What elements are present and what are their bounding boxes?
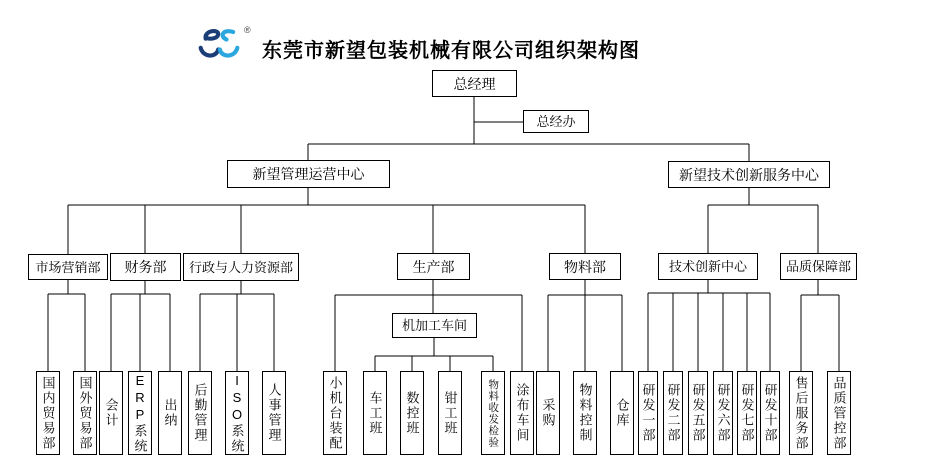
node-erp-system: ERP系统	[128, 371, 152, 455]
logo-wave-bottom-right	[220, 48, 238, 56]
node-marketing-dept: 市场营销部	[28, 254, 108, 280]
node-tech-innovation-service-center: 新望技术创新服务中心	[668, 161, 830, 188]
node-rd-dept-5: 研发五部	[688, 371, 708, 455]
node-admin-hr-dept: 行政与人力资源部	[183, 253, 299, 281]
node-fitter-team: 钳工班	[438, 371, 462, 455]
node-small-machine-assembly: 小机台装配	[323, 371, 347, 455]
node-personnel-management: 人事管理	[262, 371, 286, 455]
node-after-sales-service-dept: 售后服务部	[789, 371, 813, 455]
logo-wave-bottom-left	[201, 48, 219, 56]
node-rd-dept-2: 研发二部	[663, 371, 683, 455]
company-logo	[194, 27, 244, 67]
node-general-manager-office: 总经办	[523, 110, 589, 133]
node-materials-dept: 物料部	[549, 253, 621, 280]
logo-wave-top-right	[223, 31, 234, 39]
node-management-operations-center: 新望管理运营中心	[227, 160, 390, 188]
node-coating-workshop: 涂布车间	[510, 371, 534, 455]
node-purchasing: 采购	[536, 371, 560, 455]
node-foreign-trade-dept: 国外贸易部	[73, 371, 97, 455]
node-cashier: 出纳	[158, 371, 182, 455]
node-accounting: 会计	[99, 371, 123, 455]
node-turning-team: 车工班	[363, 371, 387, 455]
node-quality-assurance-dept: 品质保障部	[780, 253, 857, 280]
node-cnc-team: 数控班	[400, 371, 424, 455]
logo-wave-top-left	[206, 31, 219, 39]
node-warehouse: 仓库	[610, 371, 634, 455]
node-rd-dept-10: 研发十部	[760, 371, 780, 455]
node-finance-dept: 财务部	[110, 253, 181, 281]
node-domestic-trade-dept: 国内贸易部	[36, 371, 60, 455]
node-material-control: 物料控制	[573, 371, 597, 455]
node-material-io-inspection: 物料收发检验	[481, 371, 505, 455]
node-rd-dept-7: 研发七部	[737, 371, 757, 455]
node-machining-workshop: 机加工车间	[392, 313, 477, 338]
node-iso-system: ISO系统	[225, 371, 249, 455]
registered-trademark-icon: ®	[244, 25, 251, 35]
node-rd-dept-1: 研发一部	[638, 371, 658, 455]
node-production-dept: 生产部	[397, 253, 470, 280]
node-tech-innovation-center: 技术创新中心	[658, 253, 758, 280]
node-rd-dept-6: 研发六部	[713, 371, 733, 455]
node-general-manager: 总经理	[432, 70, 517, 97]
chart-title: 东莞市新望包装机械有限公司组织架构图	[262, 40, 640, 62]
node-quality-control-dept: 品质管控部	[827, 371, 851, 455]
node-logistics-management: 后勤管理	[188, 371, 212, 455]
